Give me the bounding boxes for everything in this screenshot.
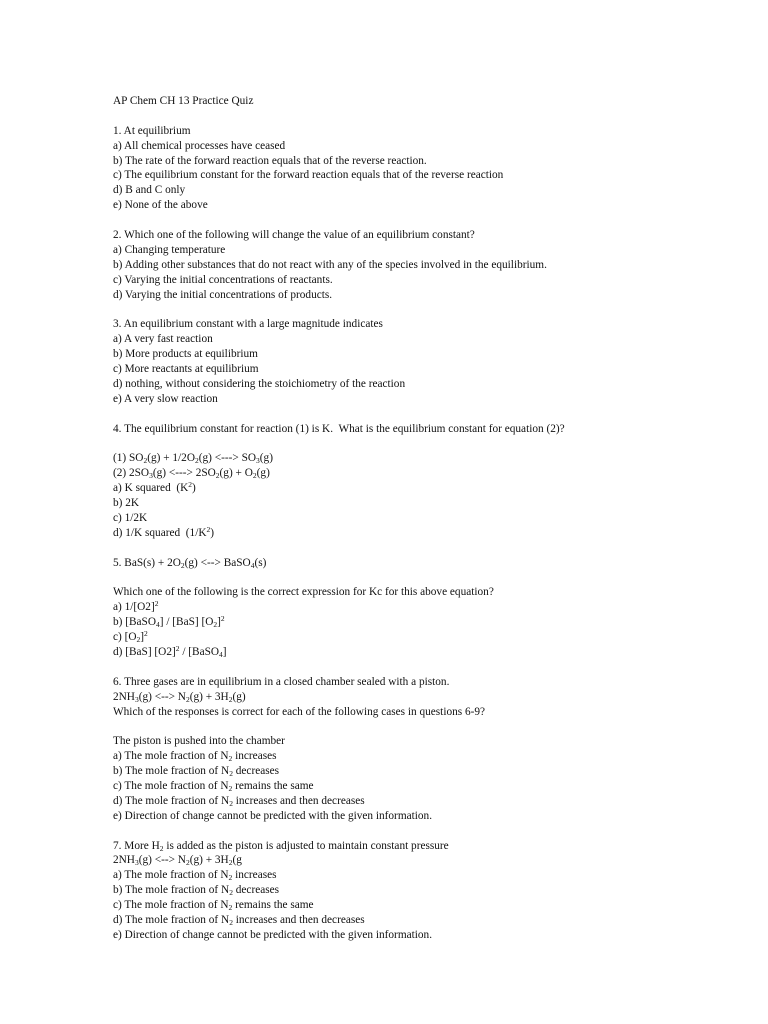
answer-line: d) B and C only <box>113 184 186 197</box>
answer-line: $2NH_3(g)$ <--> $N_2(g) + 3H_2(g$ <box>113 854 242 868</box>
answer-line: d) [BaS] $[O2]^2$ / [BaSO$_4$] <box>113 643 227 659</box>
answer-line: a) K squared $(K^2)$ <box>113 480 196 495</box>
question-text: (1) $SO_2(g) + 1/2O_2(g)$ <---> $SO_3(g)$ <box>113 452 273 466</box>
answer-line: e) A very slow reaction <box>113 392 218 405</box>
superscript: 2 <box>206 524 211 534</box>
subscript: 4 <box>219 649 223 659</box>
subscript: 2 <box>143 456 148 466</box>
spacer <box>113 824 728 839</box>
subscript: 2 <box>228 858 233 868</box>
answer-line: a) A very fast reaction <box>113 333 213 346</box>
question-block <box>113 839 728 943</box>
document-title: AP Chem CH 13 Practice Quiz <box>113 95 254 107</box>
subscript: 2 <box>228 754 233 764</box>
subscript: 2 <box>229 769 233 779</box>
answer-line: a) Changing temperature <box>113 243 226 256</box>
answer-line: d) nothing, without considering the stoichiometry of the reaction <box>113 377 406 390</box>
subscript: 3 <box>256 456 260 466</box>
question-block <box>113 734 728 823</box>
question-text: The piston is pushed into the chamber <box>113 735 285 748</box>
answer-line: b) Adding other substances that do not react with any of the species involved in the equilibrium. <box>113 258 547 271</box>
question-text: 2. Which one of the following will change the value of an equilibrium constant? <box>113 229 475 242</box>
answer-line: c) The mole fraction of $N_2$ remains the same <box>113 899 314 913</box>
subscript: 2 <box>180 560 185 570</box>
subscript: 2 <box>229 888 233 898</box>
answer-line: b) More products at equilibrium <box>113 348 258 361</box>
subscript: 2 <box>185 858 190 868</box>
spacer <box>113 436 728 451</box>
subscript: 2 <box>185 694 190 704</box>
question-text: 7. More $H_2$ is added as the piston is adjusted to maintain constant pressure <box>113 839 449 853</box>
spacer <box>113 541 728 556</box>
subscript: 2 <box>228 873 233 883</box>
answer-line: c) The mole fraction of $N_2$ remains the same <box>113 779 314 793</box>
superscript: 2 <box>144 629 148 639</box>
answer-line: a) All chemical processes have ceased <box>113 139 286 152</box>
subscript: 2 <box>195 456 199 466</box>
superscript: 2 <box>154 599 159 609</box>
answer-line: c) 1/2K <box>113 511 148 524</box>
spacer <box>113 571 728 586</box>
answer-line: a) The mole fraction of $N_2$ increases <box>113 750 277 764</box>
answer-line: c) Varying the initial concentrations of reactants. <box>113 273 333 286</box>
subscript: 2 <box>252 471 257 481</box>
subscript: 2 <box>229 917 233 927</box>
question-text: 5. $BaS(s) + 2O_2(g)$ <--> BaSO$_4$(s) <box>113 556 267 570</box>
answer-line: e) Direction of change cannot be predicted with the given information. <box>113 809 433 822</box>
spacer <box>113 213 728 228</box>
question-text: 4. The equilibrium constant for reaction (1) is K. What is the equilibrium constant for equation (2)? <box>113 422 565 435</box>
answer-line: c) $[O_2]^2$ <box>113 629 148 645</box>
subscript: 3 <box>134 858 139 868</box>
question-block <box>113 675 728 720</box>
subscript: 4 <box>156 620 160 630</box>
answer-line: d) Varying the initial concentrations of products. <box>113 288 333 301</box>
question-block <box>113 556 728 571</box>
spacer <box>113 407 728 422</box>
subscript: 3 <box>149 471 153 481</box>
answer-line: b) The rate of the forward reaction equals that of the reverse reaction. <box>113 154 427 167</box>
question-text: 6. Three gases are in equilibrium in a closed chamber sealed with a piston. <box>113 675 450 688</box>
subscript: 3 <box>134 694 139 704</box>
subscript: 4 <box>250 560 255 570</box>
answer-line: c) More reactants at equilibrium <box>113 363 259 376</box>
subscript: 2 <box>228 903 233 913</box>
answer-line: b) The mole fraction of $N_2$ decreases <box>113 765 280 779</box>
answer-line: (2) $2SO_3(g)$ <---> $2SO_2(g) + O_2(g)$ <box>113 467 270 481</box>
question-text: 3. An equilibrium constant with a large magnitude indicates <box>113 318 383 331</box>
subscript: 2 <box>229 798 233 808</box>
question-block <box>113 451 728 540</box>
subscript: 2 <box>159 843 164 853</box>
answer-line: b) The mole fraction of $N_2$ decreases <box>113 884 280 898</box>
question-block <box>113 124 728 213</box>
question-list <box>113 124 728 943</box>
answer-line: a) $1/[O2]^2$ <box>113 599 159 614</box>
superscript: 2 <box>188 480 193 490</box>
answer-line: d) The mole fraction of $N_2$ increases and then decreases <box>113 913 365 927</box>
answer-line: d) 1/K squared $(1/K^2)$ <box>113 524 215 539</box>
spacer <box>113 302 728 317</box>
spacer <box>113 660 728 675</box>
subscript: 2 <box>228 694 233 704</box>
answer-line: e) Direction of change cannot be predicted with the given information. <box>113 928 433 941</box>
question-text: 1. At equilibrium <box>113 124 191 137</box>
question-block <box>113 317 728 406</box>
subscript: 2 <box>136 635 141 645</box>
superscript: 2 <box>175 643 180 653</box>
answer-line: a) The mole fraction of $N_2$ increases <box>113 869 277 883</box>
answer-line: b) 2K <box>113 497 140 510</box>
answer-line: e) None of the above <box>113 199 208 212</box>
answer-line: Which of the responses is correct for each of the following cases in questions 6-9? <box>113 705 486 718</box>
subscript: 2 <box>228 783 233 793</box>
answer-line: c) The equilibrium constant for the forward reaction equals that of the reverse reaction <box>113 169 504 182</box>
question-block <box>113 422 728 437</box>
superscript: 2 <box>220 614 225 624</box>
question-block <box>113 585 728 659</box>
spacer <box>113 719 728 734</box>
question-block <box>113 228 728 302</box>
subscript: 2 <box>213 620 218 630</box>
answer-line: b) [BaSO$_4$] / [BaS] $[O_2]^2$ <box>113 614 225 630</box>
answer-line: $2NH_3(g)$ <--> $N_2(g) + 3H_2(g)$ <box>113 690 246 704</box>
answer-line: d) The mole fraction of $N_2$ increases and then decreases <box>113 794 365 808</box>
question-text: Which one of the following is the correct expression for Kc for this above equation? <box>113 586 494 599</box>
subscript: 2 <box>215 471 220 481</box>
spacer <box>113 109 728 124</box>
